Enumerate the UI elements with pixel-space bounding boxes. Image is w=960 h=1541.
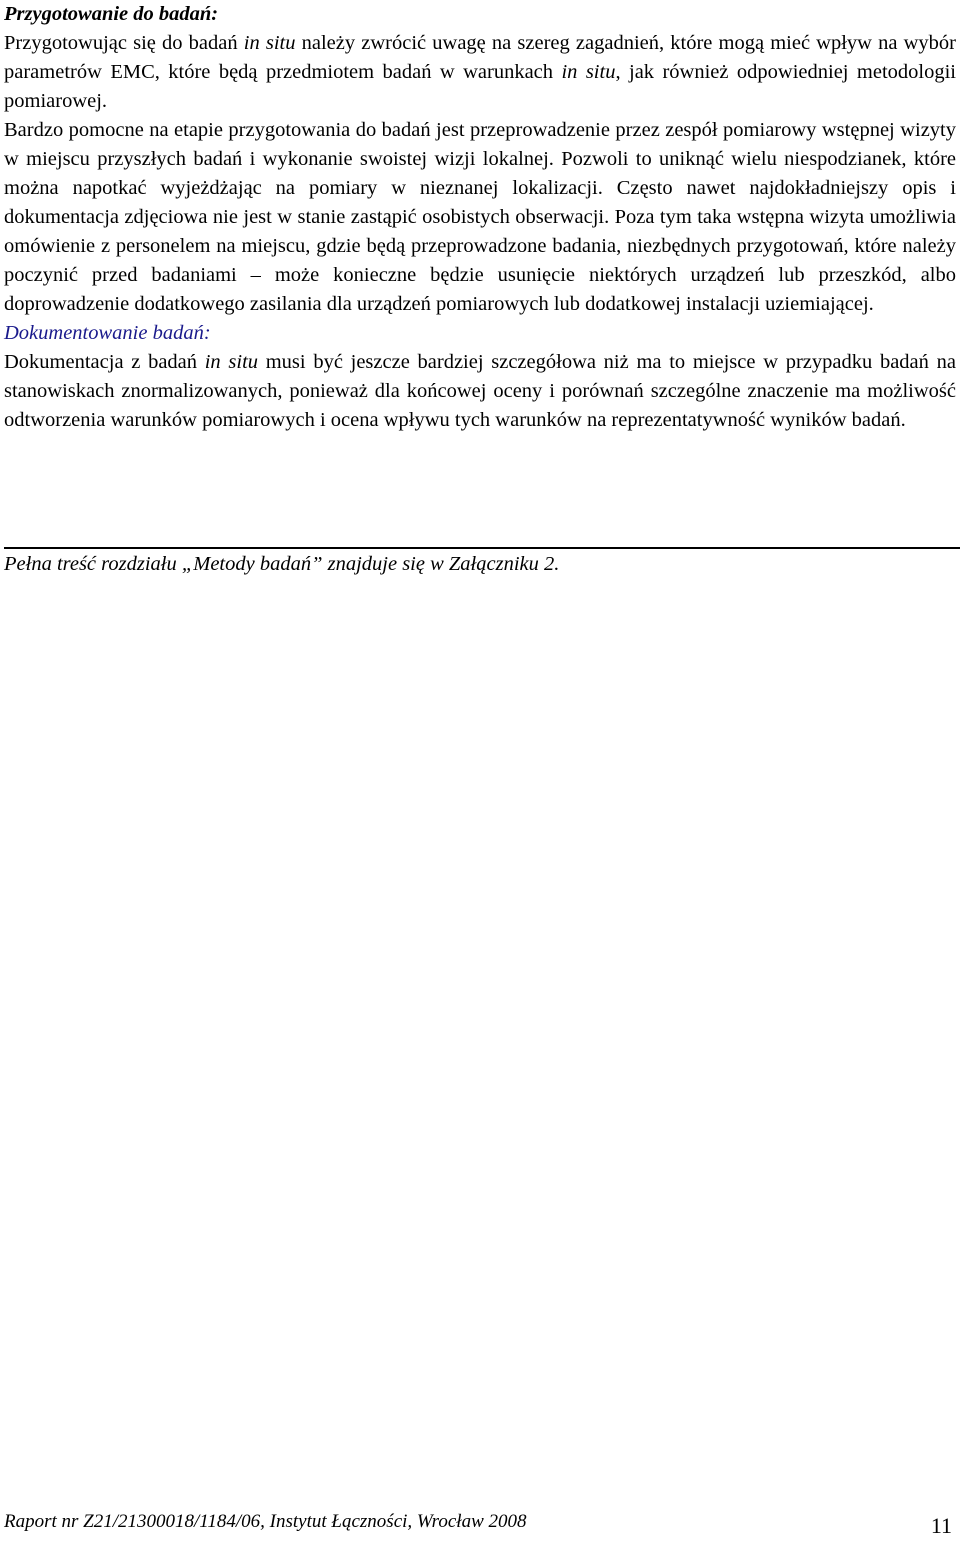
- italic-term: in situ: [204, 351, 259, 373]
- text-run: należy zwrócić uwagę na szereg zagadnień, które mogą mieć wpływ na wybór parametrów EMC, które będą przedmiotem badań w warunkach: [4, 32, 956, 83]
- paragraph-preparation-visit: Bardzo pomocne na etapie przygotowania do badań jest przeprowadzenie przez zespół pomiarowy wstępnej wizyty w miejscu przyszłych badań i wykonanie swoistej wizji lokalnej. Pozwoli to uniknąć wielu niespodzianek, które można napotkać wyjeżdżając na pomiary w nieznanej lokalizacji. Często nawet najdokładniejszy opis i dokumentacja zdjęciowa nie jest w stanie zastąpić osobistych obserwacji. Poza tym taka wstępna wizyta umożliwia omówienie z personelem na miejscu, gdzie będą przeprowadzone badania, niezbędnych przygotowań, które należy poczynić przed badaniami – może konieczne będzie usunięcie niektórych urządzeń lub przeszkód, albo doprowadzenie dodatkowego zasilania dla urządzeń pomiarowych lub dodatkowej instalacji uziemiającej.: [4, 119, 956, 315]
- italic-term: in situ: [561, 61, 616, 83]
- horizontal-rule: [4, 547, 960, 549]
- appendix-note: Pełna treść rozdziału „Metody badań” znajduje się w Załączniku 2.: [4, 553, 560, 575]
- text-run: Dokumentacja z badań: [4, 351, 205, 373]
- text-run: Przygotowując się do badań: [4, 32, 244, 54]
- section-heading-documentation: Dokumentowanie badań:: [4, 322, 211, 344]
- paragraph-preparation-intro: [4, 29, 956, 116]
- page-number: 11: [930, 1513, 952, 1538]
- report-reference: Raport nr Z21/21300018/1184/06, Instytut Łączności, Wrocław 2008: [4, 1511, 527, 1532]
- italic-term: in situ: [243, 32, 296, 54]
- page-footer: [4, 1508, 956, 1536]
- text-run: , jak również odpowiedniej metodologii pomiarowej.: [4, 61, 956, 112]
- text-run: musi być jeszcze bardziej szczegółowa niż ma to miejsce w przypadku badań na stanowiskach znormalizowanych, ponieważ dla końcowej oceny i porównań szczególne znaczenie ma możliwość odtworzenia warunków pomiarowych i ocena wpływu tych warunków na reprezentatywność wyników badań.: [4, 351, 956, 431]
- section-heading-preparation: Przygotowanie do badań:: [4, 3, 219, 25]
- document-body: [4, 0, 956, 435]
- paragraph-documentation: [4, 348, 956, 435]
